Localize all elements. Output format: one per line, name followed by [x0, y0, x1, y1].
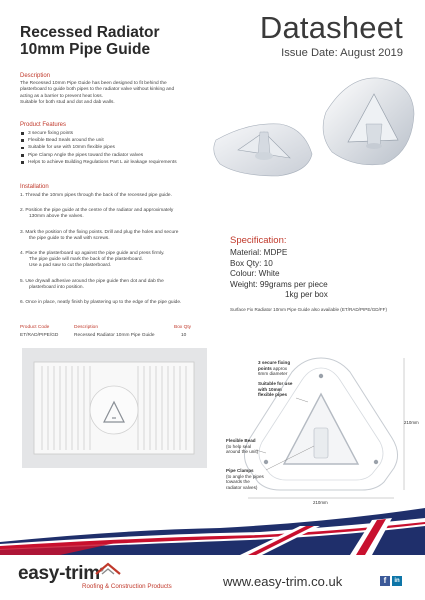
product-photo	[208, 72, 418, 182]
spec-box-qty: Box Qty: 10	[230, 258, 273, 268]
logo-text: easy-trim	[18, 563, 100, 584]
step-line: 5. Use drywall adhesive around the pipe guide then dot and dab the	[20, 278, 164, 284]
annotation-suitable-line3: flexible pipes	[258, 392, 288, 398]
feature-item: Pipe Clamp Angle the pipes toward the radiator valves	[20, 152, 220, 159]
facebook-icon[interactable]: f	[380, 576, 390, 586]
description-line: The Recessed 10mm Pipe Guide has been designed to fit behind the	[20, 81, 167, 86]
installation-step	[20, 300, 220, 306]
table-cell-description: Recessed Radiator 10mm Pipe Guide	[74, 333, 155, 338]
description-text	[20, 81, 210, 106]
step-line: 1. Thread the 10mm pipes through the back of the recessed pipe guide.	[20, 193, 172, 198]
annotation-pipe-clamps	[226, 468, 264, 490]
feature-item: Suitable for use with 10mm flexible pipes	[20, 144, 220, 151]
annotation-fixing-line2: points	[258, 365, 272, 371]
step-line: Use a pad saw to cut the plasterboard.	[29, 263, 112, 269]
spec-material: Material: MDPE	[230, 248, 288, 257]
installation-heading: Installation	[20, 184, 49, 190]
table-cell-box-qty: 10	[181, 333, 187, 338]
installation-step	[20, 208, 220, 220]
features-list	[20, 130, 220, 166]
website-url[interactable]: www.easy-trim.co.uk	[223, 574, 343, 589]
installation-steps	[20, 193, 220, 315]
product-title-line1: Recessed Radiator	[20, 24, 160, 41]
step-line: 3. Mark the position of the fixing points. Drill and plug the holes and secure	[20, 229, 179, 235]
annotation-clamp-line2: (to angle the pipes	[226, 473, 264, 479]
specification-heading: Specification:	[230, 235, 287, 246]
step-line: 130mm above the valves.	[29, 214, 84, 220]
also-available-note: Surface Fix Radiator 10mm Pipe Guide also available (ET/RAD/PIPE/GD/FF)	[230, 307, 388, 312]
radiator-installation-photo	[22, 348, 207, 468]
step-line: 4. Place the plasterboard up against the pipe guide and press firmly.	[20, 251, 165, 257]
installation-step	[20, 251, 220, 270]
table-header-box-qty: Box Qty	[174, 325, 192, 330]
spec-colour: Colour: White	[230, 269, 280, 279]
step-line: plasterboard into position.	[29, 284, 84, 290]
annotation-clamp-line4: radiator valves)	[226, 484, 258, 490]
feature-item: Flexible Bead Seals around the unit	[20, 137, 220, 144]
table-cell-code: ET/RAD/PIPE/GD	[20, 333, 59, 338]
description-line: plasterboard to guide both pipes to the radiator valve without kinking and	[20, 87, 175, 93]
installation-step	[20, 230, 220, 242]
feature-item: Helps to achieve Building Regulations Part L air leakage requirements	[20, 159, 220, 166]
spec-weight: Weight: 99grams per piece	[230, 279, 328, 289]
description-line: Suitable for both stud and dot and dab walls.	[20, 99, 115, 105]
step-line: The pipe guide will mark the back of the plasterboard.	[29, 257, 143, 263]
installation-step	[20, 193, 220, 199]
union-flag-band	[0, 500, 425, 555]
annotation-fixing-points	[258, 360, 290, 377]
description-heading: Description	[20, 73, 51, 79]
annotation-bead-line3: around the unit)	[226, 449, 259, 455]
spec-weight-box: 1kg per box	[285, 290, 328, 300]
step-line: the pipe guide to the wall with screws.	[29, 235, 110, 241]
logo-subtitle: Roofing & Construction Products	[82, 583, 172, 590]
dimension-height: 210mm	[404, 420, 419, 425]
annotation-suitable-line1: Suitable for use	[258, 381, 293, 386]
annotation-clamp-line3: towards the	[226, 479, 250, 485]
annotation-flexible-bead	[226, 438, 258, 455]
table-header-description: Description	[74, 325, 98, 330]
dimension-width: 210mm	[313, 500, 328, 505]
brand-logo[interactable]	[18, 563, 103, 585]
specification-list	[230, 248, 328, 301]
datasheet-title: Datasheet	[259, 10, 403, 45]
feature-item: 3 secure fixing points	[20, 130, 220, 137]
annotation-clamp-line1: Pipe Clamps	[226, 468, 254, 473]
step-line: 2. Position the pipe guide at the centre of the radiator and approximately	[20, 208, 174, 214]
annotation-fixing-line2b: approx	[271, 365, 288, 371]
description-line: acting as a barrier to prevent heat loss.	[20, 93, 103, 99]
issue-date: Issue Date: August 2019	[281, 47, 403, 59]
annotation-fixing-line1: 3 secure fixing	[258, 360, 291, 365]
table-header-code: Product Code	[20, 325, 50, 330]
product-title	[20, 24, 210, 58]
annotation-bead-line2: (to help seal	[226, 443, 252, 449]
product-title-line2: 10mm Pipe Guide	[20, 41, 151, 58]
features-heading: Product Features	[20, 122, 67, 128]
installation-step	[20, 279, 220, 291]
logo-registered: ®	[99, 567, 104, 574]
annotation-fixing-line3: 6mm diameter	[258, 371, 288, 377]
annotation-suitable	[258, 381, 292, 398]
step-line: 6. Once in place, neatly finish by plastering up to the edge of the pipe guide.	[20, 300, 182, 306]
linkedin-icon[interactable]: in	[392, 576, 402, 586]
logo-roof-icon	[94, 562, 122, 576]
annotation-suitable-line2: with 10mm	[258, 386, 282, 392]
annotation-bead-line1: Flexible Bead	[226, 438, 256, 443]
